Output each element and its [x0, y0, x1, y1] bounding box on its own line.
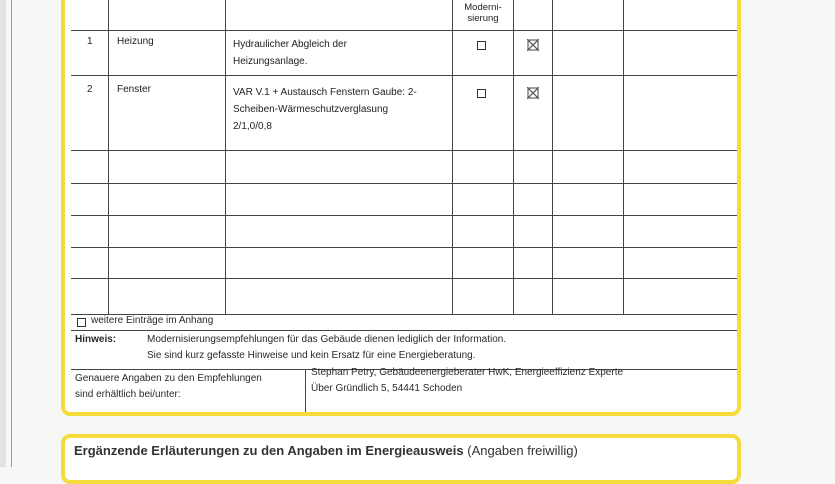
row2-modernisierung-checkbox[interactable]: [477, 89, 486, 98]
row-divider: [71, 247, 741, 248]
contact-value: [311, 365, 623, 397]
row1-number: 1: [87, 36, 93, 47]
hint-line: Sie sind kurz gefasste Hinweise und kein Ersatz für eine Energieberatung.: [147, 350, 476, 361]
row2-part: Fenster: [117, 84, 151, 95]
hint-text: [147, 332, 506, 364]
row-divider: [71, 278, 741, 279]
supplementary-title-optional: (Angaben freiwillig): [467, 443, 578, 458]
row2-crossed-checkbox-icon[interactable]: [527, 87, 539, 99]
row1-measure-line: Heizungsanlage.: [233, 56, 308, 67]
row1-crossed-checkbox-icon[interactable]: [527, 39, 539, 51]
contact-label: [75, 371, 262, 403]
supplementary-title-bold: Ergänzende Erläuterungen zu den Angaben im Energieausweis: [74, 443, 464, 458]
contact-col-divider: [305, 369, 306, 412]
row2-measure-line: 2/1,0/0,8: [233, 121, 272, 132]
row1-measure-line: Hydraulicher Abgleich der: [233, 39, 347, 50]
row2-measure-line: VAR V.1 + Austausch Fenstern Gaube: 2-: [233, 87, 417, 98]
recommendations-table-box: [61, 0, 741, 416]
supplementary-notes-title: [74, 443, 578, 458]
scan-edge: [0, 0, 6, 467]
scan-fold-line: [11, 0, 12, 467]
col-divider: [452, 0, 453, 315]
more-entries-label: weitere Einträge im Anhang: [91, 315, 214, 326]
header-modernisierung: [453, 2, 513, 24]
col-divider: [108, 0, 109, 315]
col-divider: [623, 0, 624, 315]
hint-label: Hinweis:: [75, 334, 117, 345]
row1-modernisierung-checkbox[interactable]: [477, 41, 486, 50]
col-divider: [225, 0, 226, 315]
row1-part: Heizung: [117, 36, 154, 47]
row1-measure: [233, 36, 347, 70]
row-divider: [71, 183, 741, 184]
supplementary-notes-box: [61, 434, 741, 484]
row2-measure: [233, 84, 417, 135]
more-entries-checkbox[interactable]: [77, 318, 86, 327]
row-divider: [71, 215, 741, 216]
row-divider: [71, 75, 741, 76]
col-divider: [513, 0, 514, 315]
hint-top-line: [71, 330, 741, 331]
contact-label-line: sind erhältlich bei/unter:: [75, 389, 181, 400]
row2-measure-line: Scheiben-Wärmeschutzverglasung: [233, 104, 389, 115]
row2-number: 2: [87, 84, 93, 95]
contact-value-line: Stephan Petry, Gebäudeenergieberater HwK, Energieeffizienz Experte: [311, 367, 624, 378]
header-mod-line2: sierung: [467, 13, 499, 24]
contact-label-line: Genauere Angaben zu den Empfehlungen: [75, 373, 262, 384]
header-mod-line1: Moderni-: [464, 2, 502, 13]
col-divider: [552, 0, 553, 315]
contact-value-line: Über Gründlich 5, 54441 Schoden: [311, 383, 463, 394]
row-divider: [71, 150, 741, 151]
table-header-bottom-line: [71, 30, 741, 31]
hint-line: Modernisierungsempfehlungen für das Gebäude dienen lediglich der Information.: [147, 334, 507, 345]
